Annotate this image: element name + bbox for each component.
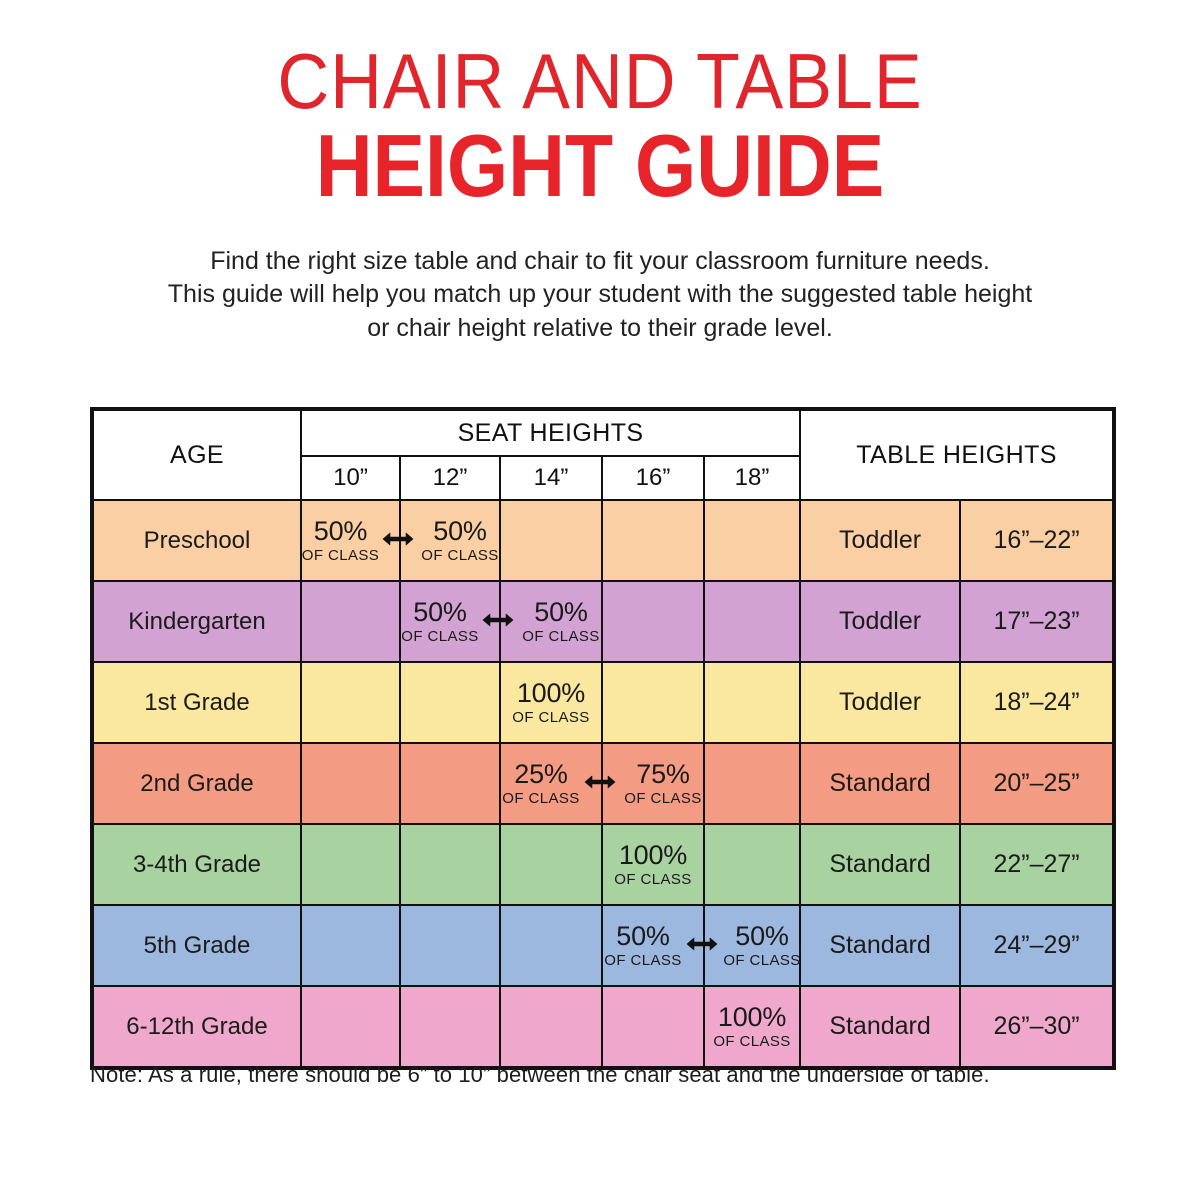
percent-value: 50% (313, 516, 368, 546)
seat-height-cell (500, 905, 602, 986)
table-row (92, 824, 1114, 905)
seat-height-cell (400, 905, 500, 986)
table-height-range-cell: 18”–24” (960, 662, 1114, 743)
table-type-cell: Toddler (800, 662, 960, 743)
seat-height-cell (301, 581, 400, 662)
percent-of-class (391, 599, 489, 644)
percent-of-class (705, 1004, 799, 1049)
seat-height-cell (500, 743, 602, 824)
percent-of-class (411, 518, 509, 563)
age-cell: 3-4th Grade (92, 824, 301, 905)
seat-height-cell (500, 824, 602, 905)
seat-height-cell (400, 581, 500, 662)
seat-height-cell (602, 662, 704, 743)
seat-height-cell (602, 986, 704, 1068)
seat-height-cell (301, 662, 400, 743)
table-row (92, 581, 1114, 662)
age-cell: 5th Grade (92, 905, 301, 986)
percent-of-class (501, 680, 601, 725)
table-type-cell: Toddler (800, 581, 960, 662)
age-cell: 2nd Grade (92, 743, 301, 824)
seat-height-cell (704, 743, 800, 824)
intro-line-2: This guide will help you match up your student with the suggested table height (167, 280, 1033, 308)
header-table-heights: TABLE HEIGHTS (800, 409, 1114, 500)
intro-paragraph (100, 245, 1100, 346)
percent-value: 100% (618, 840, 688, 870)
of-class-label: OF CLASS (604, 952, 682, 969)
seat-height-cell (704, 905, 800, 986)
of-class-label: OF CLASS (301, 547, 380, 564)
seat-height-cell (704, 986, 800, 1068)
age-cell: 6-12th Grade (92, 986, 301, 1068)
seat-height-cell (301, 905, 400, 986)
age-cell: Preschool (92, 500, 301, 581)
of-class-label: OF CLASS (723, 952, 801, 969)
of-class-label: OF CLASS (614, 871, 692, 888)
seat-height-cell (704, 581, 800, 662)
percent-of-class (491, 761, 591, 806)
seat-height-cell (704, 500, 800, 581)
table-height-range-cell: 22”–27” (960, 824, 1114, 905)
table-height-range-cell: 20”–25” (960, 743, 1114, 824)
age-cell: Kindergarten (92, 581, 301, 662)
seat-height-cell (301, 824, 400, 905)
percent-value: 100% (717, 1002, 787, 1032)
table-height-range-cell: 24”–29” (960, 905, 1114, 986)
percent-value: 100% (516, 678, 586, 708)
of-class-label: OF CLASS (502, 790, 580, 807)
percent-value: 50% (735, 921, 789, 951)
seat-height-cell (301, 743, 400, 824)
table-row (92, 905, 1114, 986)
seat-height-cell (400, 500, 500, 581)
seat-height-cell (500, 500, 602, 581)
percent-value: 50% (433, 516, 487, 546)
percent-of-class (593, 923, 693, 968)
seat-height-cell (602, 905, 704, 986)
height-guide-table (90, 407, 1116, 1070)
intro-line-3: or chair height relative to their grade level. (367, 313, 833, 342)
percent-value: 50% (413, 597, 467, 627)
of-class-label: OF CLASS (512, 709, 590, 726)
seat-height-cell (301, 500, 400, 581)
intro-line-1: Find the right size table and chair to fit your classroom furniture needs. (210, 246, 990, 275)
title-block (0, 0, 1200, 216)
table-type-cell: Standard (800, 824, 960, 905)
table-head (92, 409, 1114, 500)
table-type-cell: Toddler (800, 500, 960, 581)
of-class-label: OF CLASS (713, 1033, 791, 1050)
percent-of-class (292, 518, 389, 563)
percent-of-class (613, 761, 713, 806)
percent-of-class (511, 599, 611, 644)
table-height-range-cell: 17”–23” (960, 581, 1114, 662)
table-row (92, 662, 1114, 743)
percent-value: 75% (636, 759, 690, 789)
table-height-range-cell: 16”–22” (960, 500, 1114, 581)
header-seat-12: 12” (400, 456, 500, 500)
seat-height-cell (500, 986, 602, 1068)
percent-of-class (715, 923, 809, 968)
page-title-line2: HEIGHT GUIDE (315, 117, 885, 216)
table-type-cell: Standard (800, 986, 960, 1068)
page-title-line1: CHAIR AND TABLE (277, 37, 923, 125)
table-row (92, 500, 1114, 581)
seat-height-cell (602, 581, 704, 662)
seat-height-cell (602, 500, 704, 581)
percent-value: 50% (534, 597, 588, 627)
table-type-cell: Standard (800, 905, 960, 986)
table-row (92, 743, 1114, 824)
percent-of-class (603, 842, 703, 887)
seat-height-cell (400, 824, 500, 905)
height-guide-table-wrap (90, 407, 1112, 1070)
of-class-label: OF CLASS (522, 628, 600, 645)
of-class-label: OF CLASS (401, 628, 479, 645)
seat-height-cell (602, 743, 704, 824)
seat-height-cell (301, 986, 400, 1068)
seat-height-cell (500, 581, 602, 662)
table-type-cell: Standard (800, 743, 960, 824)
seat-height-cell (704, 662, 800, 743)
header-age: AGE (92, 409, 301, 500)
of-class-label: OF CLASS (624, 790, 702, 807)
header-seat-16: 16” (602, 456, 704, 500)
table-body (92, 500, 1114, 1068)
seat-height-cell (400, 662, 500, 743)
table-row (92, 986, 1114, 1068)
header-row-top (92, 409, 1114, 456)
seat-height-cell (400, 743, 500, 824)
age-cell: 1st Grade (92, 662, 301, 743)
percent-value: 25% (514, 759, 568, 789)
percent-value: 50% (616, 921, 670, 951)
header-seat-18: 18” (704, 456, 800, 500)
header-seat-14: 14” (500, 456, 602, 500)
seat-height-cell (602, 824, 704, 905)
of-class-label: OF CLASS (421, 547, 499, 564)
seat-height-cell (400, 986, 500, 1068)
header-seat-heights: SEAT HEIGHTS (301, 409, 800, 456)
seat-height-cell (500, 662, 602, 743)
header-seat-10: 10” (301, 456, 400, 500)
seat-height-cell (704, 824, 800, 905)
table-height-range-cell: 26”–30” (960, 986, 1114, 1068)
footer-note: Note: As a rule, there should be 6” to 10” between the chair seat and the underside of table. (90, 1062, 990, 1087)
